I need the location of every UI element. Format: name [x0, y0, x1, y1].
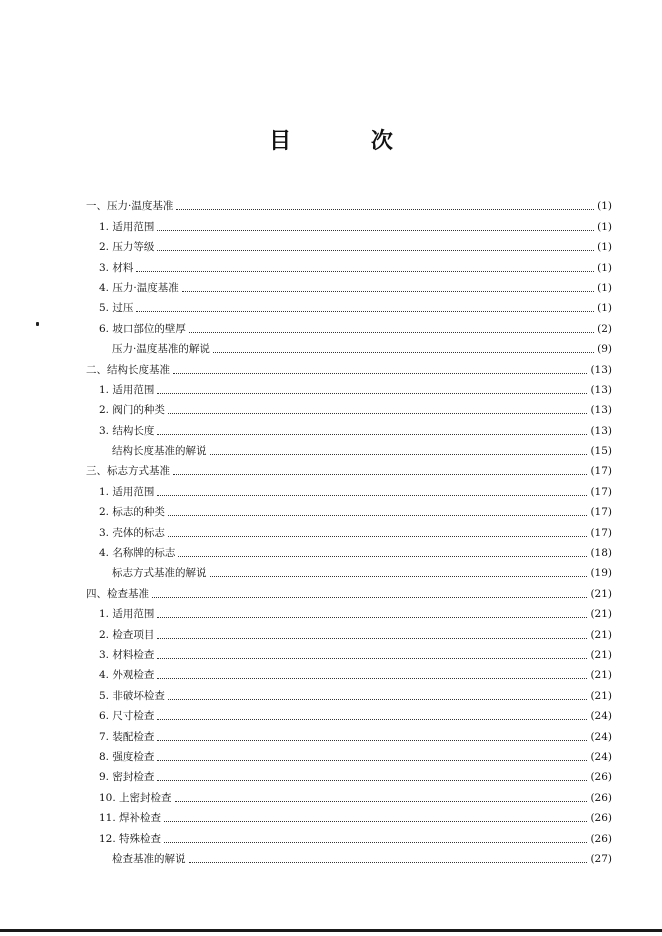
- toc-entry-page: (26): [590, 812, 612, 825]
- dot-leader: [173, 474, 587, 475]
- toc-entry-label: 11. 焊补检查: [99, 812, 162, 825]
- toc-entry: [86, 744, 612, 764]
- toc-entry: [86, 458, 612, 478]
- toc-entry: [86, 356, 612, 376]
- toc-entry-page: (15): [590, 445, 612, 458]
- toc-entry-label: 12. 特殊检查: [99, 832, 162, 845]
- dot-leader: [157, 780, 587, 781]
- toc-entry-page: (26): [590, 771, 612, 784]
- dot-leader: [157, 250, 594, 251]
- toc-entry-page: (13): [590, 363, 612, 376]
- toc-entry-page: (21): [590, 628, 612, 641]
- dot-leader: [157, 760, 587, 761]
- toc-entry-page: (13): [590, 424, 612, 437]
- toc-entry-page: (2): [597, 322, 612, 335]
- toc-entry: [86, 764, 612, 784]
- toc-entry-label: 标志方式基准的解说: [112, 567, 207, 580]
- toc-entry-label: 2. 阀门的种类: [99, 404, 165, 417]
- toc-entry-label: 结构长度基准的解说: [112, 445, 207, 458]
- toc-entry-label: 四、检查基准: [86, 587, 149, 600]
- toc-entry-page: (21): [590, 689, 612, 702]
- dot-leader: [164, 821, 587, 822]
- bottom-rule: [0, 929, 662, 932]
- toc-entry-page: (19): [590, 567, 612, 580]
- toc-entry-label: 3. 材料检查: [99, 648, 155, 661]
- toc-entry: [86, 397, 612, 417]
- toc-entry: [86, 703, 612, 723]
- dot-leader: [168, 515, 588, 516]
- dot-leader: [168, 536, 588, 537]
- toc-entry-page: (17): [590, 526, 612, 539]
- toc-entry-page: (21): [590, 587, 612, 600]
- toc-entry-page: (27): [590, 852, 612, 865]
- toc-entry-label: 3. 材料: [99, 261, 134, 274]
- toc-entry: [86, 213, 612, 233]
- dot-leader: [157, 678, 587, 679]
- toc-entry-page: (26): [590, 791, 612, 804]
- toc-entry-page: (17): [590, 465, 612, 478]
- toc-entry: [86, 499, 612, 519]
- toc-entry-label: 三、标志方式基准: [86, 465, 170, 478]
- dot-leader: [157, 658, 587, 659]
- toc-entry-page: (1): [597, 302, 612, 315]
- toc-entry-label: 1. 适用范围: [99, 220, 155, 233]
- toc-entry-label: 二、结构长度基准: [86, 363, 170, 376]
- toc-entry-label: 压力·温度基准的解说: [112, 343, 210, 356]
- toc-entry-label: 2. 标志的种类: [99, 506, 165, 519]
- dot-leader: [168, 699, 588, 700]
- dot-leader: [157, 230, 594, 231]
- toc-entry-label: 一、压力·温度基准: [86, 200, 174, 213]
- toc-entry: [86, 275, 612, 295]
- toc-entry-page: (21): [590, 669, 612, 682]
- toc-entry-label: 7. 装配检查: [99, 730, 155, 743]
- toc-entry-page: (21): [590, 608, 612, 621]
- toc-entry-page: (9): [597, 343, 612, 356]
- toc-entry-page: (17): [590, 506, 612, 519]
- dot-leader: [157, 719, 587, 720]
- toc-entry-label: 4. 压力·温度基准: [99, 281, 179, 294]
- toc-entry: [86, 662, 612, 682]
- toc-entry: [86, 825, 612, 845]
- dot-leader: [210, 454, 588, 455]
- dot-leader: [136, 311, 594, 312]
- toc-entry-label: 2. 检查项目: [99, 628, 155, 641]
- toc-entry: [86, 336, 612, 356]
- toc-entry-label: 8. 强度检查: [99, 750, 155, 763]
- toc-entry-label: 检查基准的解说: [112, 852, 186, 865]
- toc-entry: [86, 723, 612, 743]
- toc-entry-label: 2. 压力等级: [99, 241, 155, 254]
- toc-entry-page: (1): [597, 261, 612, 274]
- toc-entry-page: (1): [597, 281, 612, 294]
- toc-entry: [86, 438, 612, 458]
- toc-entry: [86, 846, 612, 866]
- toc-entry: [86, 295, 612, 315]
- dot-leader: [176, 209, 594, 210]
- dot-leader: [213, 352, 594, 353]
- toc-entry-page: (26): [590, 832, 612, 845]
- dot-leader: [157, 740, 587, 741]
- toc-entry: [86, 377, 612, 397]
- toc-entry-page: (1): [597, 200, 612, 213]
- dot-leader: [175, 801, 588, 802]
- toc-entry: [86, 560, 612, 580]
- dot-leader: [157, 434, 587, 435]
- toc-entry-page: (1): [597, 220, 612, 233]
- dot-leader: [164, 842, 587, 843]
- toc-entry-page: (13): [590, 404, 612, 417]
- toc-entry: [86, 805, 612, 825]
- toc-entry-page: (1): [597, 241, 612, 254]
- dot-leader: [182, 291, 594, 292]
- dot-leader: [189, 332, 594, 333]
- toc-entry-label: 6. 尺寸检查: [99, 710, 155, 723]
- toc-entry: [86, 642, 612, 662]
- scan-mark: [36, 322, 39, 326]
- toc-entry: [86, 682, 612, 702]
- toc-entry-label: 4. 外观检查: [99, 669, 155, 682]
- toc-entry-page: (18): [590, 547, 612, 560]
- toc-entry-page: (24): [590, 730, 612, 743]
- toc-entry: [86, 621, 612, 641]
- toc-entry-label: 6. 坡口部位的壁厚: [99, 322, 186, 335]
- toc-entry-label: 1. 适用范围: [99, 608, 155, 621]
- toc-entry-page: (17): [590, 485, 612, 498]
- table-of-contents: [86, 193, 612, 866]
- toc-entry-label: 5. 过压: [99, 302, 134, 315]
- dot-leader: [157, 393, 587, 394]
- toc-entry: [86, 519, 612, 539]
- toc-entry: [86, 234, 612, 254]
- dot-leader: [157, 617, 587, 618]
- toc-entry-page: (13): [590, 383, 612, 396]
- toc-entry-label: 1. 适用范围: [99, 383, 155, 396]
- toc-entry-label: 3. 结构长度: [99, 424, 155, 437]
- dot-leader: [157, 495, 587, 496]
- dot-leader: [173, 373, 587, 374]
- toc-entry: [86, 193, 612, 213]
- toc-entry: [86, 417, 612, 437]
- dot-leader: [210, 576, 588, 577]
- toc-entry: [86, 254, 612, 274]
- toc-entry: [86, 784, 612, 804]
- toc-entry-page: (24): [590, 750, 612, 763]
- dot-leader: [189, 862, 588, 863]
- toc-entry: [86, 315, 612, 335]
- toc-entry: [86, 478, 612, 498]
- dot-leader: [152, 597, 587, 598]
- toc-entry-label: 9. 密封检查: [99, 771, 155, 784]
- toc-entry-label: 5. 非破坏检查: [99, 689, 165, 702]
- toc-entry: [86, 601, 612, 621]
- toc-entry-label: 4. 名称牌的标志: [99, 547, 176, 560]
- toc-entry: [86, 540, 612, 560]
- dot-leader: [168, 413, 588, 414]
- toc-entry-page: (24): [590, 710, 612, 723]
- dot-leader: [136, 271, 594, 272]
- page-title: 目 次: [269, 128, 429, 154]
- dot-leader: [178, 556, 587, 557]
- dot-leader: [157, 638, 587, 639]
- toc-entry-page: (21): [590, 648, 612, 661]
- toc-entry: [86, 580, 612, 600]
- toc-entry-label: 1. 适用范围: [99, 485, 155, 498]
- toc-entry-label: 3. 壳体的标志: [99, 526, 165, 539]
- toc-entry-label: 10. 上密封检查: [99, 791, 172, 804]
